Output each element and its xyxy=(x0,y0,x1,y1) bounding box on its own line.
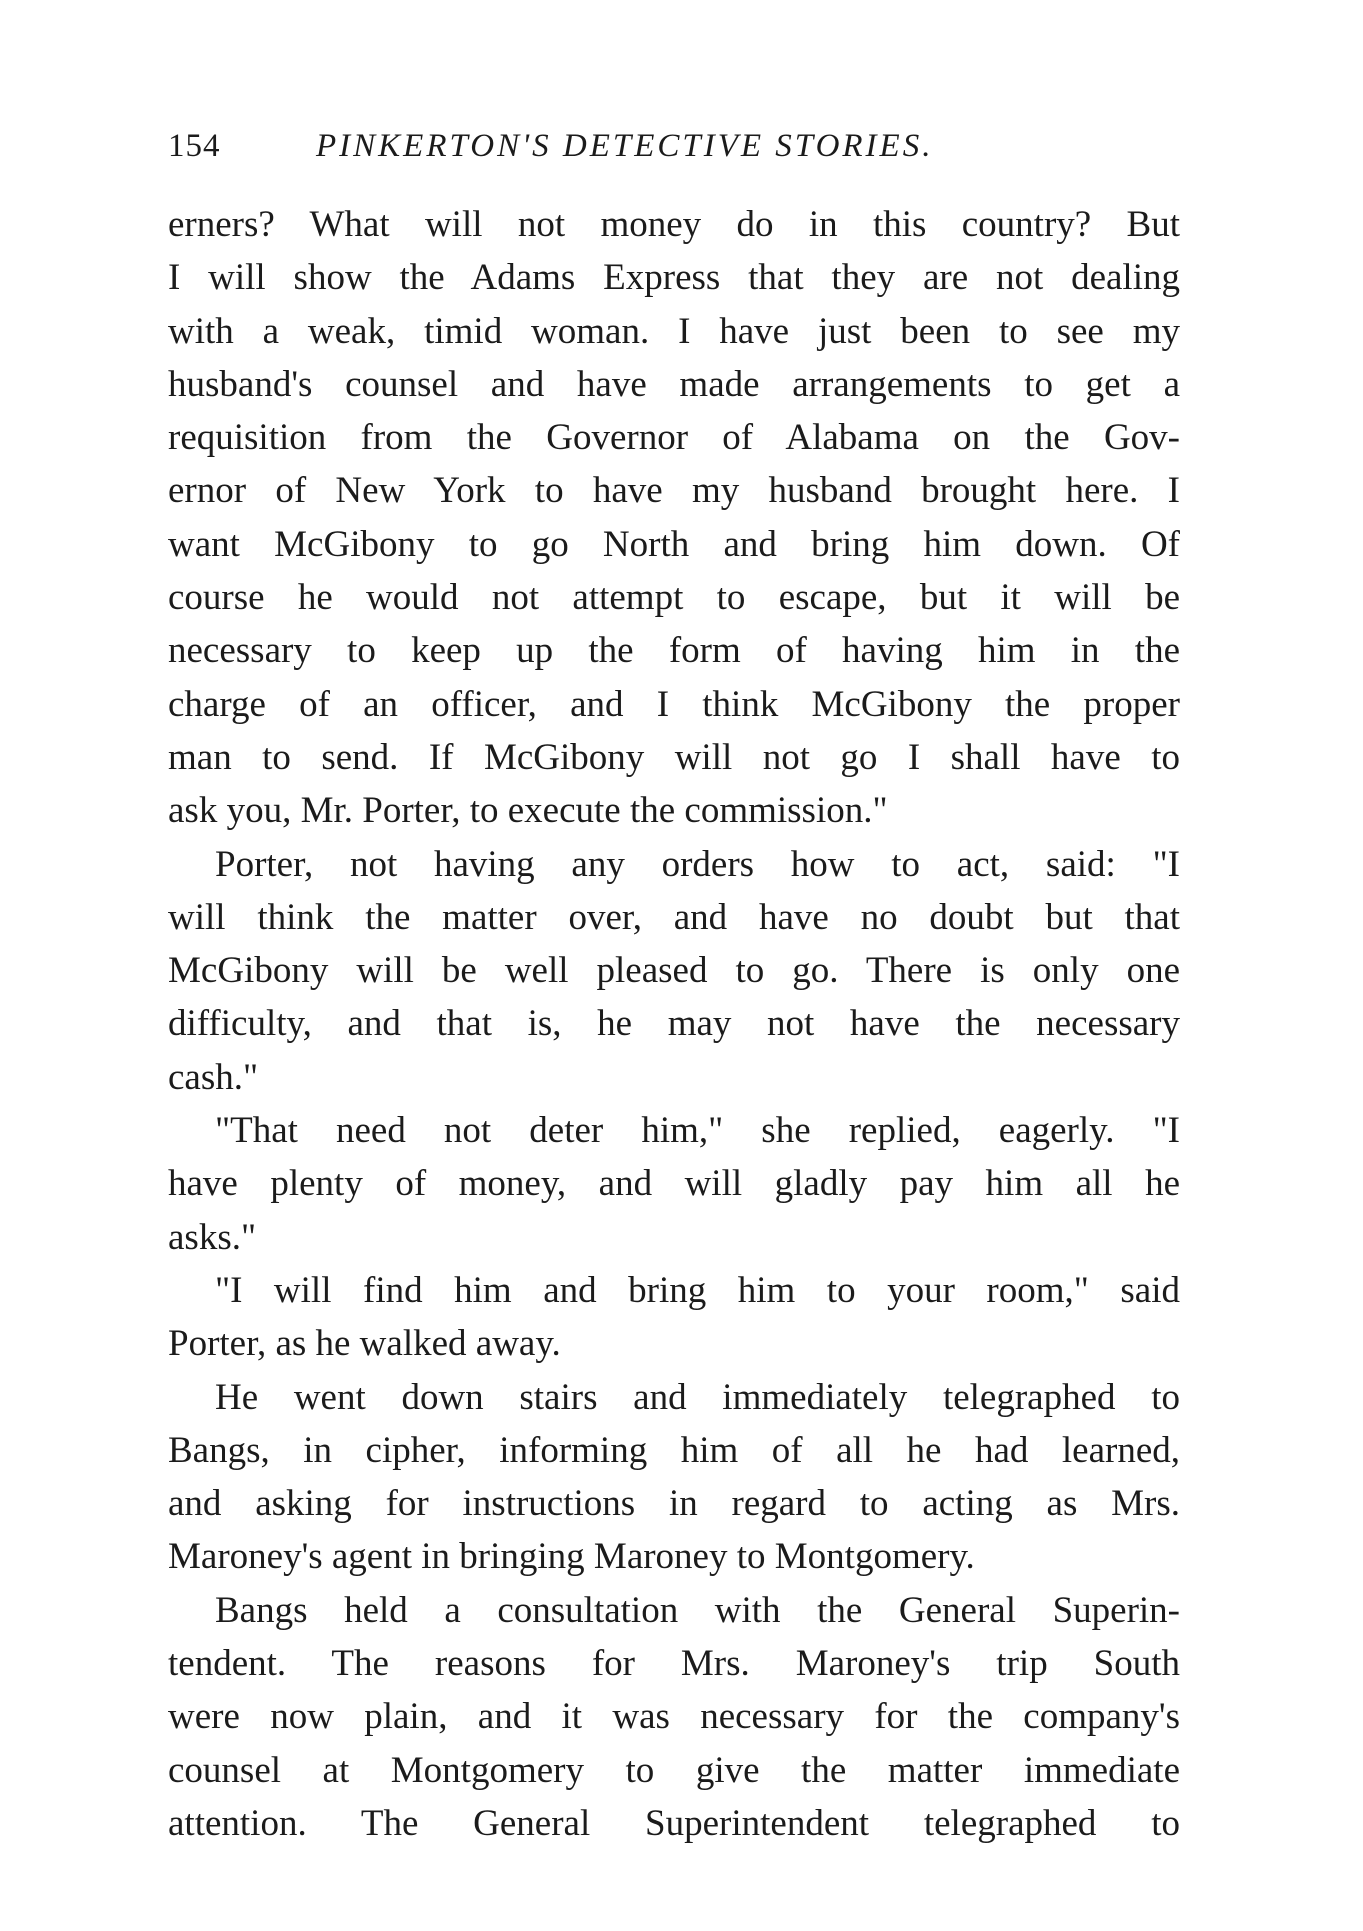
text-line: McGibony will be well pleased to go. There is only one xyxy=(168,950,1180,992)
text-line: ernor of New York to have my husband brought here. I xyxy=(168,470,1180,512)
text-line: tendent. The reasons for Mrs. Maroney's trip South xyxy=(168,1643,1180,1685)
text-line: requisition from the Governor of Alabama on the Gov- xyxy=(168,417,1180,459)
text-line: cash." xyxy=(168,1056,259,1098)
paragraph-1 xyxy=(168,198,1180,838)
text-line: with a weak, timid woman. I have just been to see my xyxy=(168,310,1180,352)
text-line: He went down stairs and immediately telegraphed to xyxy=(215,1376,1180,1418)
paragraph-3 xyxy=(168,1104,1180,1264)
text-line: Porter, not having any orders how to act, said: "I xyxy=(215,843,1180,885)
text-line: counsel at Montgomery to give the matter immediate xyxy=(168,1749,1180,1791)
text-line: will think the matter over, and have no doubt but that xyxy=(168,896,1180,938)
text-line: Bangs held a consultation with the General Superin- xyxy=(215,1589,1180,1631)
text-line: "I will find him and bring him to your room," said xyxy=(215,1269,1180,1311)
text-line: Porter, as he walked away. xyxy=(168,1323,561,1365)
paragraph-6 xyxy=(168,1584,1180,1850)
text-line: asks." xyxy=(168,1216,257,1258)
text-line: have plenty of money, and will gladly pay him all he xyxy=(168,1163,1180,1205)
text-line: attention. The General Superintendent telegraphed to xyxy=(168,1802,1180,1844)
text-line: Maroney's agent in bringing Maroney to Montgomery. xyxy=(168,1536,975,1578)
text-line: and asking for instructions in regard to acting as Mrs. xyxy=(168,1483,1180,1525)
page-number: 154 xyxy=(168,128,221,164)
text-line: were now plain, and it was necessary for the company's xyxy=(168,1696,1180,1738)
text-line: charge of an officer, and I think McGibony the proper xyxy=(168,683,1180,725)
text-line: man to send. If McGibony will not go I shall have to xyxy=(168,736,1180,778)
text-line: necessary to keep up the form of having him in the xyxy=(168,630,1180,672)
page-header xyxy=(168,118,1048,178)
paragraph-5 xyxy=(168,1371,1180,1584)
text-line: ask you, Mr. Porter, to execute the commission." xyxy=(168,790,888,832)
text-line: course he would not attempt to escape, but it will be xyxy=(168,577,1180,619)
text-line: erners? What will not money do in this country? But xyxy=(168,204,1180,245)
text-line: I will show the Adams Express that they are not dealing xyxy=(168,257,1180,299)
paragraph-4 xyxy=(168,1264,1180,1371)
text-line: "That need not deter him," she replied, eagerly. "I xyxy=(215,1110,1180,1152)
paragraph-2 xyxy=(168,838,1180,1104)
text-line: difficulty, and that is, he may not have the necessary xyxy=(168,1003,1180,1045)
text-line: Bangs, in cipher, informing him of all he had learned, xyxy=(168,1429,1180,1471)
body-text xyxy=(168,198,1180,1850)
text-line: want McGibony to go North and bring him down. Of xyxy=(168,523,1180,565)
running-title: PINKERTON'S DETECTIVE STORIES. xyxy=(316,128,934,164)
text-line: husband's counsel and have made arrangements to get a xyxy=(168,363,1180,405)
